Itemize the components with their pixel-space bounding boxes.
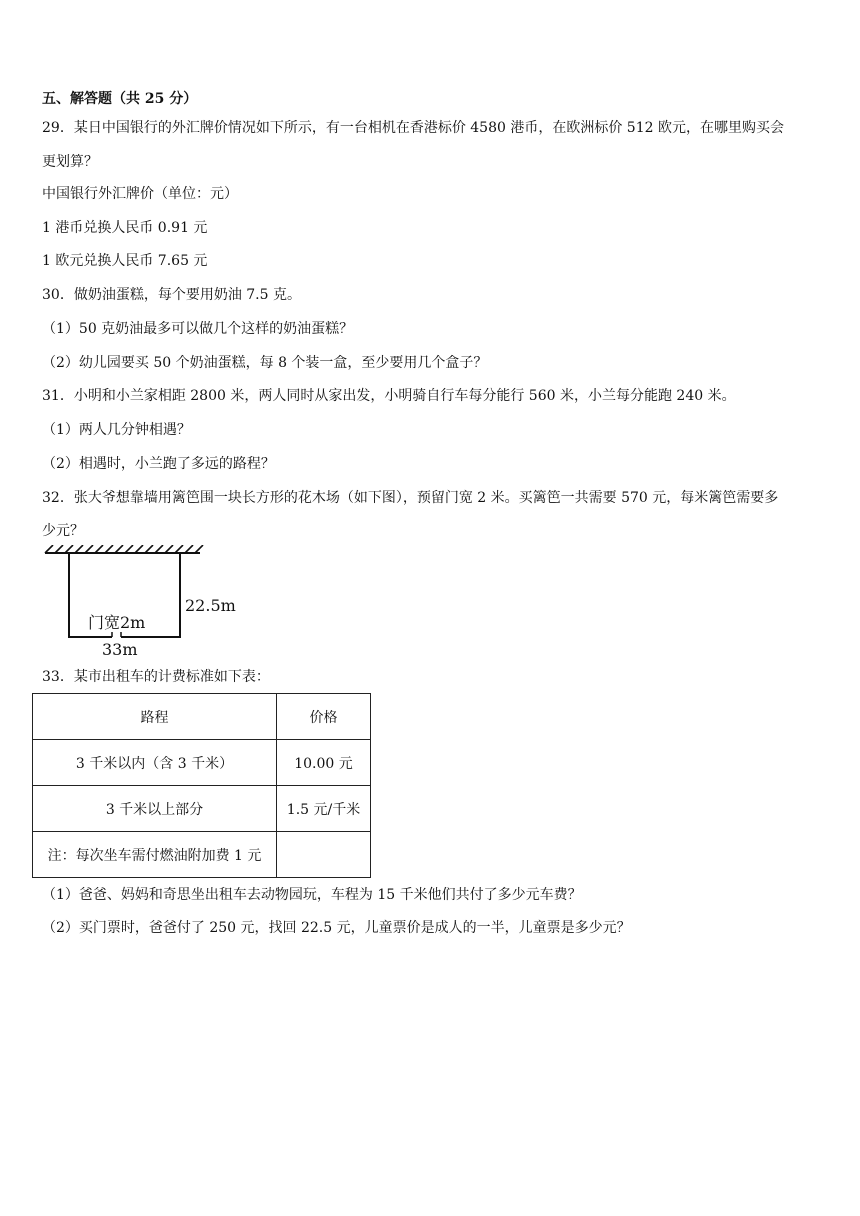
taxi-fare-table [32,693,371,878]
garden-fence-diagram [40,545,240,661]
q33-part1: （1）爸爸、妈妈和奇思坐出租车去动物园玩，车程为 15 千米他们共付了多少元车费？ [42,887,582,903]
table-header-row [33,694,371,740]
q32-text: 32．张大爷想靠墙用篱笆围一块长方形的花木场（如下图），预留门宽 2 米。买篱笆一共需要 570 元，每米篱笆需要多 [42,490,779,506]
table-row [33,786,371,832]
q29-rate-hkd: 1 港币兑换人民币 0.91 元 [42,220,208,236]
door-width-label: 门宽2m [88,613,146,632]
table-cell: 注：每次坐车需付燃油附加费 1 元 [33,832,277,878]
q29-rate-title: 中国银行外汇牌价（单位：元） [42,186,238,202]
q31-part2: （2）相遇时，小兰跑了多远的路程？ [42,456,275,472]
side-length-label: 22.5m [185,596,236,615]
q32-text-cont: 少元？ [42,523,84,539]
table-row [33,832,371,878]
q33-part2: （2）买门票时，爸爸付了 250 元，找回 22.5 元，儿童票价是成人的一半，儿童票是多少元？ [42,920,631,936]
q29-text: 29．某日中国银行的外汇牌价情况如下所示，有一台相机在香港标价 4580 港币，在欧洲标价 512 欧元，在哪里购买会 [42,120,784,136]
q29-rate-eur: 1 欧元兑换人民币 7.65 元 [42,253,208,269]
q31-part1: （1）两人几分钟相遇？ [42,422,191,438]
q30-part1: （1）50 克奶油最多可以做几个这样的奶油蛋糕？ [42,321,354,337]
table-header: 路程 [33,694,277,740]
q30-text: 30．做奶油蛋糕，每个要用奶油 7.5 克。 [42,287,301,303]
table-cell: 10.00 元 [277,740,371,786]
table-cell: 1.5 元/千米 [277,786,371,832]
q29-text-cont: 更划算？ [42,154,98,170]
table-cell: 3 千米以内（含 3 千米） [33,740,277,786]
q33-text: 33．某市出租车的计费标准如下表： [42,669,270,685]
wall-hatching [45,545,203,553]
section-title: 五、解答题（共 25 分） [42,91,198,107]
table-row [33,740,371,786]
table-header: 价格 [277,694,371,740]
table-cell: 3 千米以上部分 [33,786,277,832]
q31-text: 31．小明和小兰家相距 2800 米，两人同时从家出发，小明骑自行车每分能行 560 米，小兰每分能跑 240 米。 [42,388,736,404]
bottom-length-label: 33m [102,640,138,659]
table-cell [277,832,371,878]
q30-part2: （2）幼儿园要买 50 个奶油蛋糕，每 8 个装一盒，至少要用几个盒子？ [42,355,488,371]
